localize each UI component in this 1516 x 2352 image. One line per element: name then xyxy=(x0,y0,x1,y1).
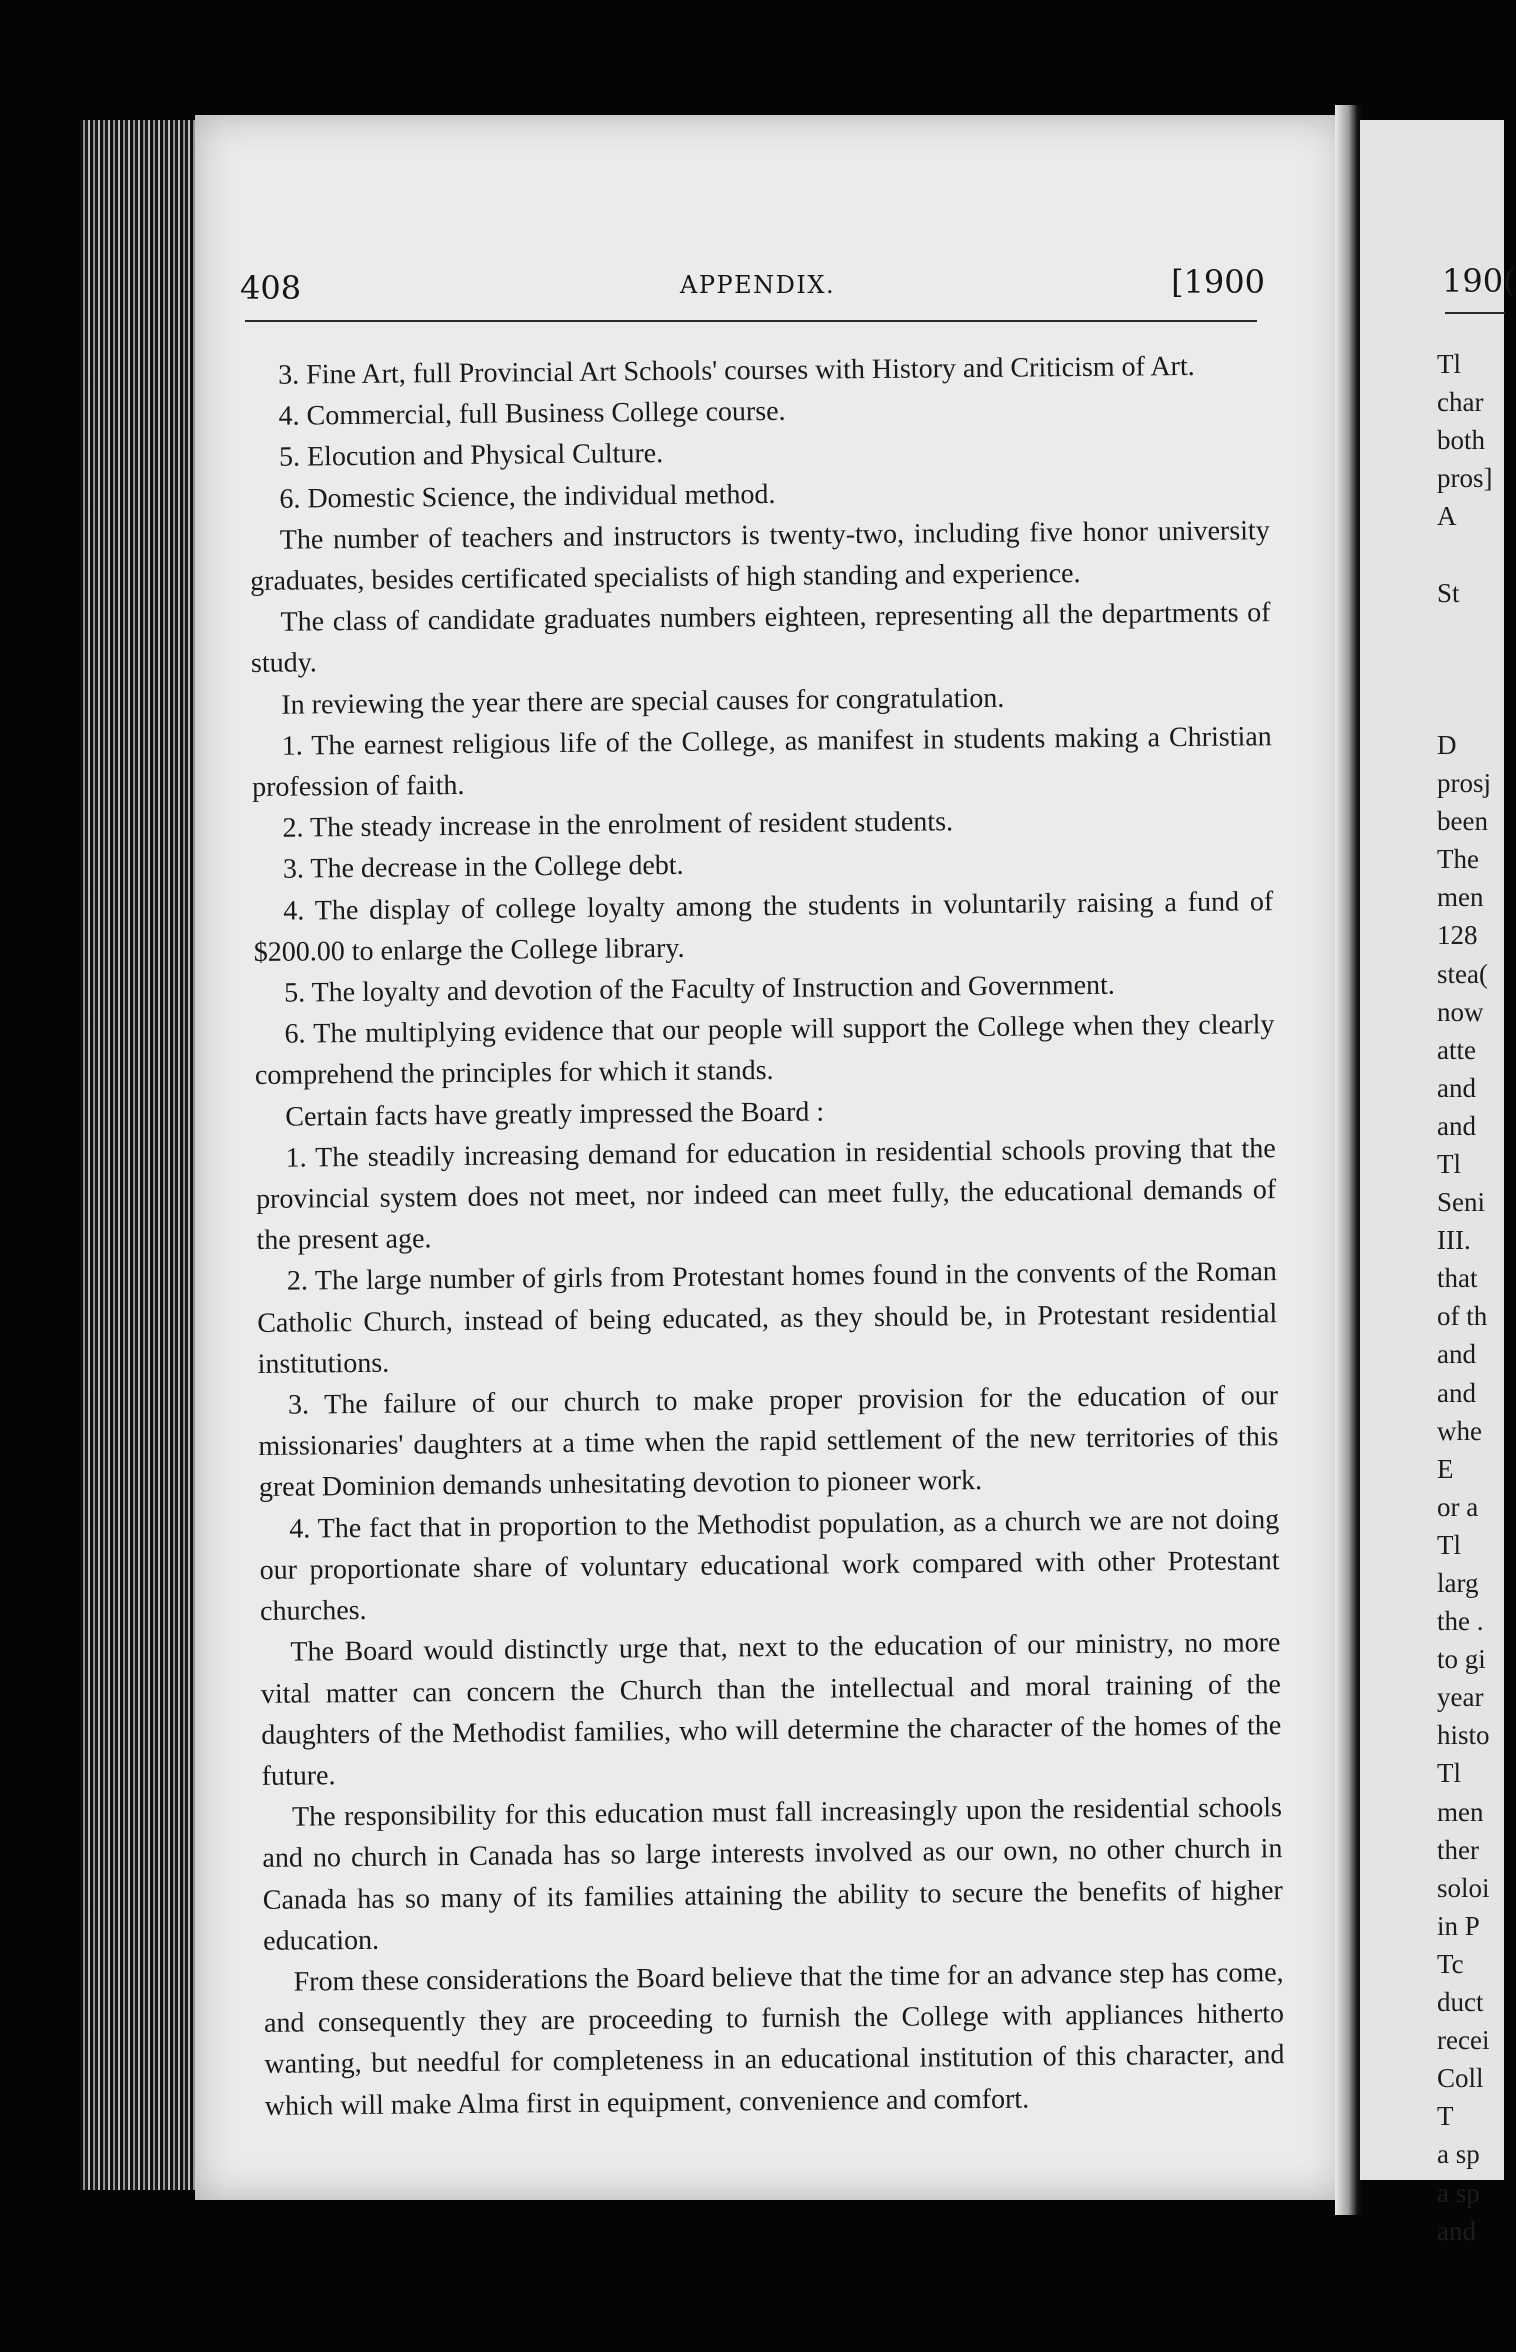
facing-line: Seni xyxy=(1437,1187,1486,1218)
facing-header-rule xyxy=(1445,312,1505,314)
facing-line: and xyxy=(1437,1072,1476,1103)
paragraph: 6. The multiplying evidence that our people will support the College when they clearly comprehend the principles for which it stands. xyxy=(254,1009,1275,1092)
facing-page-text xyxy=(1437,345,1493,2250)
facing-line xyxy=(1437,612,1493,650)
facing-line: and xyxy=(1437,1377,1476,1408)
facing-line: A xyxy=(1437,501,1457,532)
facing-line: now xyxy=(1437,996,1484,1027)
running-title: APPENDIX. xyxy=(680,271,836,299)
paragraph: 6. Domestic Science, the individual method. xyxy=(279,478,776,515)
facing-line: T xyxy=(1437,2101,1454,2132)
facing-line: a sp xyxy=(1437,2139,1480,2170)
facing-line: D xyxy=(1437,729,1457,760)
paragraph: 3. The decrease in the College debt. xyxy=(282,850,684,886)
facing-line: duct xyxy=(1437,1987,1484,2018)
facing-line: larg xyxy=(1437,1568,1479,1598)
paragraph: 2. The large number of girls from Protestant homes found in the convents of the Roman Catholic Church, instead of being educated, as they should be, in Protestant residential institutions. xyxy=(257,1256,1278,1380)
facing-line: both xyxy=(1437,425,1486,456)
facing-page-header: 190( xyxy=(1442,262,1516,300)
facing-line: Coll xyxy=(1437,2063,1484,2094)
facing-line: The xyxy=(1437,844,1479,875)
paragraph: In reviewing the year there are special causes for congratulation. xyxy=(281,682,1005,721)
facing-line xyxy=(1437,688,1493,726)
paragraph: 3. Fine Art, full Provincial Art Schools' courses with History and Criticism of Art. xyxy=(278,350,1195,391)
facing-line: ther xyxy=(1437,1834,1479,1865)
facing-line: to gi xyxy=(1437,1644,1486,1675)
facing-line xyxy=(1437,535,1493,573)
facing-line: recei xyxy=(1437,2025,1490,2056)
facing-line: atte xyxy=(1437,1034,1476,1065)
paragraph: The class of candidate graduates numbers eighteen, representing all the departments of study. xyxy=(250,597,1271,680)
facing-line: soloi xyxy=(1437,1872,1490,1903)
facing-line: and xyxy=(1437,1110,1476,1141)
paragraph: 5. Elocution and Physical Culture. xyxy=(278,438,664,474)
facing-line: char xyxy=(1437,387,1484,418)
facing-line: stea( xyxy=(1437,958,1488,989)
page-edges xyxy=(80,120,195,2190)
paragraph: From these considerations the Board believe that the time for an advance step has come, and consequently they are proceeding to furnish the College with appliances hitherto wanting, but needful for completeness in an educational institution of this character, and which will make Alma first in equipment, convenience and comfort. xyxy=(263,1957,1285,2122)
facing-line: men xyxy=(1437,1796,1484,1827)
header-rule xyxy=(245,320,1257,322)
facing-line: pros] xyxy=(1437,463,1493,494)
facing-line: histo xyxy=(1437,1720,1490,1751)
year-bracket: [1900 xyxy=(1171,263,1265,301)
facing-line: the . xyxy=(1437,1606,1484,1637)
facing-line: Tl xyxy=(1437,1758,1461,1789)
facing-line: and xyxy=(1437,1339,1476,1370)
paragraph: 3. The failure of our church to make proper provision for the education of our missionaries' daughters at a time when the rapid settlement of the new territories of this great Dominion demands unhesitating devotion to pioneer work. xyxy=(258,1380,1279,1504)
facing-line: that xyxy=(1437,1263,1478,1294)
facing-line: Tl xyxy=(1437,1529,1461,1560)
facing-line: year xyxy=(1437,1682,1484,1713)
paragraph: 5. The loyalty and devotion of the Faculty of Instruction and Government. xyxy=(283,969,1115,1009)
paragraph: 2. The steady increase in the enrolment of resident students. xyxy=(282,806,954,844)
facing-line: Tl xyxy=(1437,1148,1461,1179)
facing-line: prosj xyxy=(1437,768,1491,799)
paragraph: The Board would distinctly urge that, next to the education of our ministry, no more vital matter can concern the Church than the intellectual and moral training of the daughters of the Methodist families, who will determine the character of the homes of the future. xyxy=(260,1627,1282,1792)
paragraph: 1. The earnest religious life of the College, as manifest in students making a Christian profession of faith. xyxy=(252,721,1272,804)
facing-line: and xyxy=(1437,2215,1476,2246)
facing-line: E xyxy=(1437,1453,1454,1484)
page-number: 408 xyxy=(240,269,302,307)
facing-line: or a xyxy=(1437,1491,1479,1522)
facing-line: Tc xyxy=(1437,1948,1464,1979)
paragraph: The number of teachers and instructors is twenty-two, including five honor university graduates, besides certificated specialists of high standing and experience. xyxy=(250,515,1270,598)
facing-line: men xyxy=(1437,882,1484,913)
facing-line: a sp xyxy=(1437,2177,1480,2208)
facing-line: III. xyxy=(1437,1225,1471,1256)
facing-line: been xyxy=(1437,806,1488,837)
paragraph: 4. The fact that in proportion to the Methodist population, as a church we are not doing our proportionate share of voluntary educational work compared with other Protestant churches. xyxy=(259,1503,1280,1628)
facing-line: in P xyxy=(1437,1910,1480,1941)
paragraph: Certain facts have greatly impressed the Board : xyxy=(285,1096,825,1133)
facing-line: 128 xyxy=(1437,920,1478,951)
facing-line: whe xyxy=(1437,1415,1482,1446)
paragraph: The responsibility for this education must fall increasingly upon the residential schools and no church in Canada has so large interests involved as our own, no other church in Canada has so many of its families attaining the ability to secure the benefits of higher education. xyxy=(262,1792,1283,1957)
paragraph: 4. The display of college loyalty among the students in voluntarily raising a fund of $200.00 to enlarge the College library. xyxy=(253,885,1274,968)
paragraph: 4. Commercial, full Business College course. xyxy=(278,396,786,432)
paragraph: 1. The steadily increasing demand for education in residential schools proving that the provincial system does not meet, nor indeed can meet fully, the educational demands of the present age. xyxy=(255,1133,1277,1257)
facing-line: of th xyxy=(1437,1301,1488,1332)
page-body xyxy=(248,345,1285,2126)
facing-line: Tl xyxy=(1437,349,1461,379)
facing-line xyxy=(1437,650,1493,688)
facing-line: St xyxy=(1437,577,1460,608)
page-header xyxy=(240,263,1265,313)
